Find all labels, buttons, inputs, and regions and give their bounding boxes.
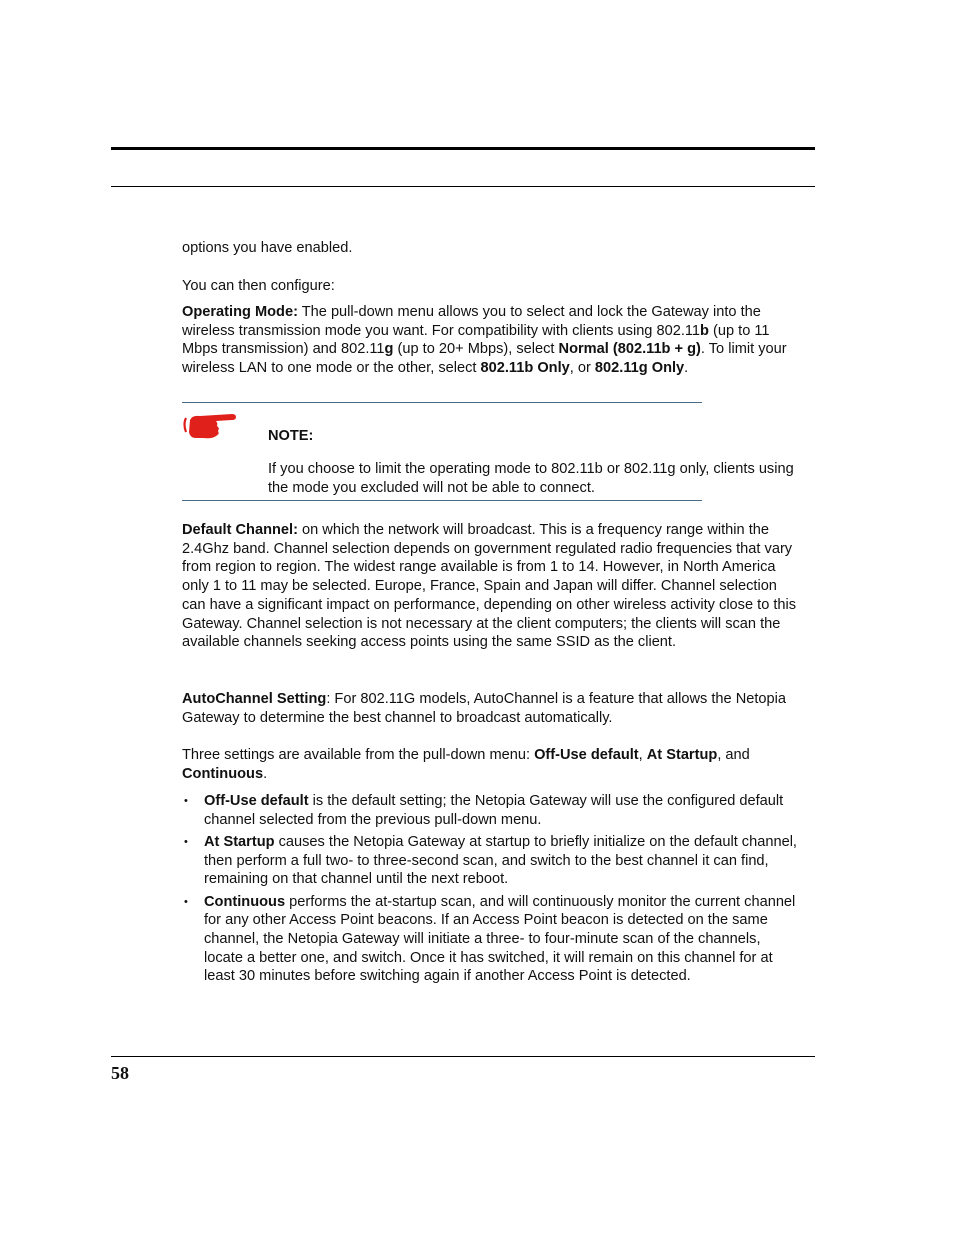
autochannel-label: AutoChannel Setting bbox=[182, 691, 327, 707]
bullet-marker: • bbox=[184, 895, 188, 908]
list-item: • Off-Use default is the default setting; the Netopia Gateway will use the configured default channel selected from the previous pull-down menu. bbox=[184, 793, 784, 828]
bullet-marker: • bbox=[184, 795, 188, 807]
autochannel-paragraph: AutoChannel Setting: For 802.11G models, AutoChannel is a feature that allows the Netopia Gateway to determine the best channel to broadcast automatically. bbox=[182, 691, 787, 726]
note-text: If you choose to limit the operating mode to 802.11b or 802.11g only, clients using the mode you excluded will not be able to connect. bbox=[268, 461, 794, 496]
list-item: • Continuous performs the at-startup scan, and will continuously monitor the current channel for any other Access Point beacons. If an Access Point beacon is detected on the same channel, the Netopia Gateway will initiate a three- to four-minute scan of the channels, locate a better one, and switch. Once it has switched, it will remain on this channel for at least 30 minutes before switching again if another Access Point is detected. bbox=[184, 893, 796, 985]
operating-mode-paragraph: Operating Mode: The pull-down menu allows you to select and lock the Gateway into the wireless transmission mode you want. For compatibility with clients using 802.11b (up to 11 Mbps transmission) and 802.11g (up to 20+ Mbps), select Normal (802.11b + g). To limit your wireless LAN to one mode or the other, select 802.11b Only, or 802.11g Only. bbox=[182, 304, 787, 377]
settings-list bbox=[182, 792, 802, 990]
header-rule-thick bbox=[111, 147, 815, 150]
page-number: 58 bbox=[111, 1063, 129, 1083]
header-rule-thin bbox=[111, 186, 815, 187]
note-bottom-rule bbox=[182, 500, 702, 501]
default-channel-label: Default Channel: bbox=[182, 522, 298, 538]
footer-rule bbox=[111, 1056, 815, 1057]
default-channel-paragraph: Default Channel: on which the network will broadcast. This is a frequency range within the 2.4Ghz band. Channel selection depends on government regulated radio frequencies that vary from region to region. The widest range available is from 1 to 14. However, in North America only 1 to 11 may be selected. Europe, France, Spain and Japan will differ. Channel selection can have a significant impact on performance, depending on other wireless activity close to this Gateway. Channel selection is not necessary at the client computers; the clients will scan the available channels seeking access points using the same SSID as the client. bbox=[182, 522, 797, 651]
intro-text: options you have enabled. bbox=[182, 240, 353, 256]
configure-text: You can then configure: bbox=[182, 278, 335, 294]
note-top-rule bbox=[182, 402, 702, 403]
pointing-hand-icon bbox=[182, 408, 238, 440]
operating-mode-label: Operating Mode: bbox=[182, 304, 298, 320]
list-item: • At Startup causes the Netopia Gateway at startup to briefly initialize on the default channel, then perform a full two- to three-second scan, and switch to the best channel it can find, remaining on that channel until the next reboot. bbox=[184, 833, 797, 888]
note-title: NOTE: bbox=[268, 428, 314, 444]
three-settings-paragraph: Three settings are available from the pull-down menu: Off-Use default, At Startup, and Continuous. bbox=[182, 747, 750, 782]
bullet-marker: • bbox=[184, 835, 188, 848]
